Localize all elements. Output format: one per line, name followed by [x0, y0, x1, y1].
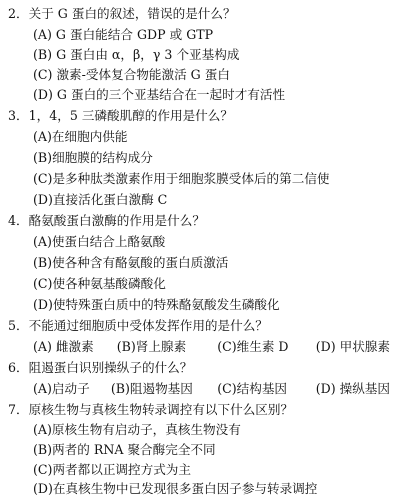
question-6-option-d: (D) 操纵基因 — [315, 381, 390, 397]
question-7-option-c: (C)两者都以正调控方式为主 — [33, 462, 191, 478]
question-5-option-c: (C)维生素 D — [217, 339, 289, 355]
question-3-option-b: (B)细胞膜的结构成分 — [33, 150, 153, 166]
question-5-option-d: (D) 甲状腺素 — [315, 339, 390, 355]
question-7-option-a: (A)原核生物有启动子，真核生物没有 — [33, 422, 241, 438]
question-5-option-a: (A) 雌激素 — [33, 339, 94, 355]
question-6-option-c: (C)结构基因 — [217, 381, 288, 397]
question-4-option-b: (B)使各种含有酪氨酸的蛋白质激活 — [33, 255, 229, 271]
question-7-option-b: (B)两者的 RNA 聚合酶完全不同 — [33, 442, 216, 458]
question-6-option-b: (B)阻遏物基因 — [110, 381, 193, 397]
question-3-option-a: (A)在细胞内供能 — [33, 129, 128, 145]
question-4-stem: 4．酪氨酸蛋白激酶的作用是什么？ — [8, 213, 205, 229]
question-3-option-c: (C)是多种肽类激素作用于细胞浆膜受体后的第二信使 — [33, 171, 330, 187]
question-2-stem: 2．关于 G 蛋白的叙述，错误的是什么？ — [8, 6, 236, 22]
question-7-stem: 7．原核生物与真核生物转录调控有以下什么区别？ — [8, 402, 294, 418]
question-6-options-row — [0, 379, 390, 400]
question-2-option-c: (C) 激素-受体复合物能激活 G 蛋白 — [33, 67, 230, 83]
question-4-option-d: (D)使特殊蛋白质中的特殊酪氨酸发生磷酸化 — [33, 297, 280, 313]
question-3-stem: 3．1，4，5 三磷酸肌醇的作用是什么？ — [8, 108, 233, 124]
question-5-options-row — [0, 337, 390, 358]
question-6-stem: 6．阻遏蛋白识别操纵子的什么？ — [8, 360, 193, 376]
question-7-option-d: (D)在真核生物中已发现很多蛋白因子参与转录调控 — [33, 481, 318, 497]
question-5-stem: 5．不能通过细胞质中受体发挥作用的是什么？ — [8, 318, 268, 334]
question-2-option-a: (A) G 蛋白能结合 GDP 或 GTP — [33, 27, 214, 43]
question-2-option-b: (B) G 蛋白由 α，β，γ 3 个亚基构成 — [33, 47, 240, 63]
question-5-option-b: (B)肾上腺素 — [116, 339, 187, 355]
question-4-option-a: (A)使蛋白结合上酪氨酸 — [33, 234, 166, 250]
question-6-option-a: (A)启动子 — [33, 381, 90, 397]
question-3-option-d: (D)直接活化蛋白激酶 C — [33, 192, 168, 208]
question-2-option-d: (D) G 蛋白的三个亚基结合在一起时才有活性 — [33, 87, 286, 103]
question-4-option-c: (C)使各种氨基酸磷酸化 — [33, 276, 166, 292]
